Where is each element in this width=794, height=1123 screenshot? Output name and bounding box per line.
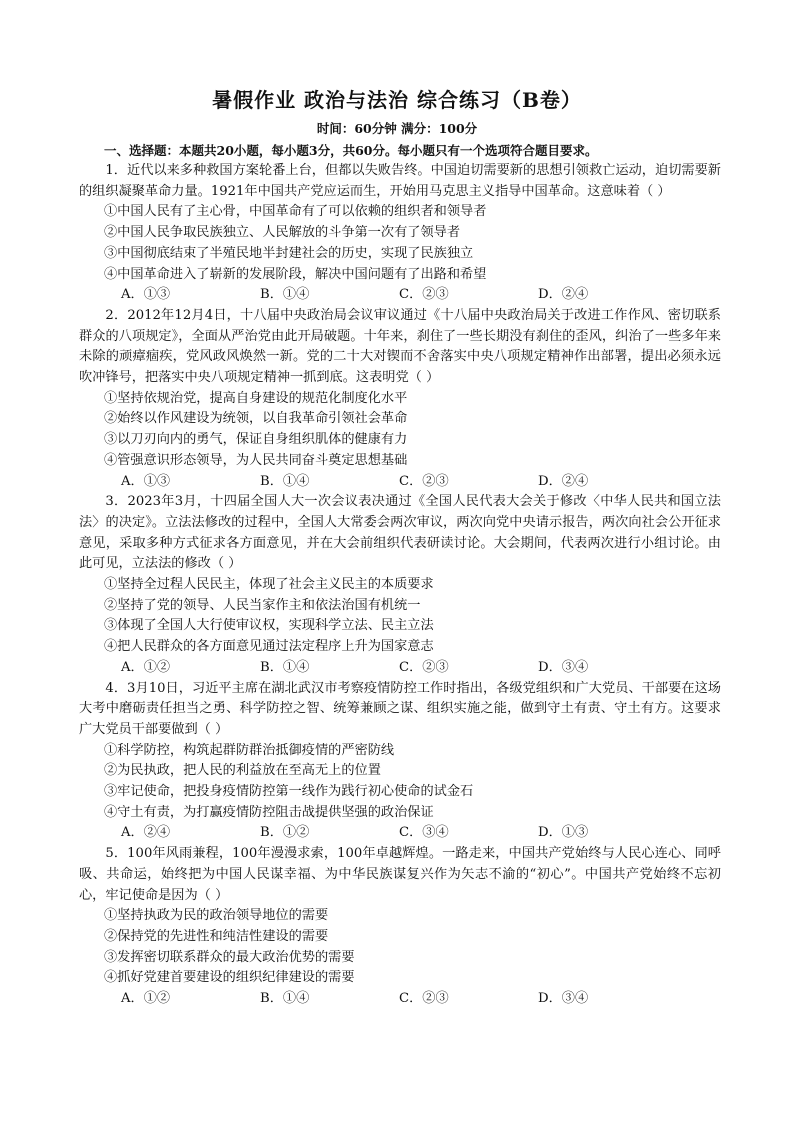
choice-d: D．①③ [538, 825, 589, 841]
exam-title: 暑假作业 政治与法治 综合练习（B卷） [212, 88, 582, 112]
choice-b: B．①④ [260, 287, 310, 303]
exam-meta: 时间：60分钟 满分：100分 [316, 121, 478, 136]
choice-c: C．②③ [399, 991, 449, 1007]
question-1 [79, 161, 721, 306]
statement-option: ③中国彻底结束了半殖民地半封建社会的历史，实现了民族独立 [104, 245, 474, 261]
question-stem: 4．3月10日，习近平主席在湖北武汉市考察疫情防控工作时指出，各级党组织和广大党员、干部要在这场大考中磨砺责任担当之勇、科学防控之智、统筹兼顾之谋、组织实施之能，做到守土有责、守土有方。这要求广大党员干部要做到（ ） [79, 680, 721, 737]
statement-option: ①坚持执政为民的政治领导地位的需要 [104, 908, 329, 924]
statement-option: ④中国革命进入了崭新的发展阶段，解决中国问题有了出路和希望 [104, 266, 487, 282]
question-stem: 3．2023年3月，十四届全国人大一次会议表决通过《全国人民代表大会关于修改〈中华人民共和国立法法〉的决定》。立法法修改的过程中，全国人大常委会两次审议，两次向党中央请示报告，两次向社会公开征求意见，采取多种方式征求各方面意见，并在大会前组织代表研读讨论。大会期间，代表两次进行小组讨论。由此可见，立法法的修改（ ） [79, 494, 721, 572]
question-2 [79, 306, 721, 492]
statement-option: ②为民执政，把人民的利益放在至高无上的位置 [104, 763, 381, 779]
statement-option: ③牢记使命，把投身疫情防控第一线作为践行初心使命的试金石 [104, 784, 474, 800]
choice-b: B．①④ [260, 659, 310, 675]
statement-option: ②中国人民争取民族独立、人民解放的斗争第一次有了领导者 [104, 225, 461, 241]
statement-option: ①科学防控，构筑起群防群治抵御疫情的严密防线 [104, 742, 395, 758]
question-4 [79, 679, 721, 845]
statement-option: ④抓好党建首要建设的组织纪律建设的需要 [104, 970, 355, 986]
choice-a: A．①③ [121, 287, 171, 303]
statement-option: ④守土有责，为打赢疫情防控阻击战提供坚强的政治保证 [104, 804, 434, 820]
choice-b: B．①④ [260, 991, 310, 1007]
statement-option: ④把人民群众的各方面意见通过法定程序上升为国家意志 [104, 639, 434, 655]
statement-option: ②始终以作风建设为统领，以自我革命引领社会革命 [104, 411, 408, 427]
choice-d: D．②④ [538, 287, 589, 303]
choice-c: C．②③ [399, 659, 449, 675]
choice-a: A．②④ [121, 825, 171, 841]
choice-c: C．②③ [399, 473, 449, 489]
statement-option: ①坚持全过程人民民主，体现了社会主义民主的本质要求 [104, 577, 434, 593]
question-stem: 1．近代以来多种救国方案轮番上台，但都以失败告终。中国迫切需要新的思想引领救亡运动，迫切需要新的组织凝聚革命力量。1921年中国共产党应运而生，开始用马克思主义指导中国革命。这意味着（ ） [79, 163, 721, 199]
choice-a: A．①③ [121, 473, 171, 489]
choice-d: D．②④ [538, 473, 589, 489]
choice-d: D．③④ [538, 659, 589, 675]
choice-d: D．③④ [538, 991, 589, 1007]
choice-a: A．①② [121, 991, 171, 1007]
statement-option: ②保持党的先进性和纯洁性建设的需要 [104, 928, 329, 944]
answer-choices [79, 658, 721, 679]
choice-c: C．③④ [399, 825, 449, 841]
statement-option: ④管强意识形态领导，为人民共同奋斗奠定思想基础 [104, 452, 408, 468]
answer-choices [79, 823, 721, 844]
answer-choices [79, 989, 721, 1010]
question-stem: 5．100年风雨兼程，100年漫漫求索，100年卓越辉煌。一路走来，中国共产党始终与人民心连心、同呼吸、共命运，始终把为中国人民谋幸福、为中华民族谋复兴作为矢志不渝的“初心”。中国共产党始终不忘初心，牢记使命是因为（ ） [79, 846, 721, 903]
choice-a: A．①② [121, 659, 171, 675]
question-5 [79, 844, 721, 1010]
statement-option: ③体现了全国人大行使审议权，实现科学立法、民主立法 [104, 618, 434, 634]
choice-b: B．①② [260, 825, 310, 841]
statement-option: ①坚持依规治党，提高自身建设的规范化制度化水平 [104, 390, 408, 406]
choice-c: C．②③ [399, 287, 449, 303]
question-stem: 2．2012年12月4日，十八届中央政治局会议审议通过《十八届中央政治局关于改进工作作风、密切联系群众的八项规定》，全面从严治党由此开局破题。十年来，刹住了一些长期没有刹住的歪风，纠治了一些多年来未除的顽瘴痼疾，党风政风焕然一新。党的二十大对锲而不舍落实中央八项规定精神作出部署，提出必须永远吹冲锋号，把落实中央八项规定精神一抓到底。这表明党（ ） [79, 307, 721, 386]
answer-choices [79, 285, 721, 306]
question-3 [79, 492, 721, 678]
statement-option: ①中国人民有了主心骨，中国革命有了可以依赖的组织者和领导者 [104, 204, 487, 220]
statement-option: ③发挥密切联系群众的最大政治优势的需要 [104, 949, 355, 965]
choice-b: B．①④ [260, 473, 310, 489]
statement-option: ③以刀刃向内的勇气，保证自身组织肌体的健康有力 [104, 432, 408, 448]
statement-option: ②坚持了党的领导、人民当家作主和依法治国有机统一 [104, 597, 421, 613]
question-list [79, 161, 721, 1010]
answer-choices [79, 472, 721, 493]
section-heading: 一、选择题：本题共20小题，每小题3分，共60分。每小题只有一个选项符合题目要求。 [104, 143, 598, 158]
